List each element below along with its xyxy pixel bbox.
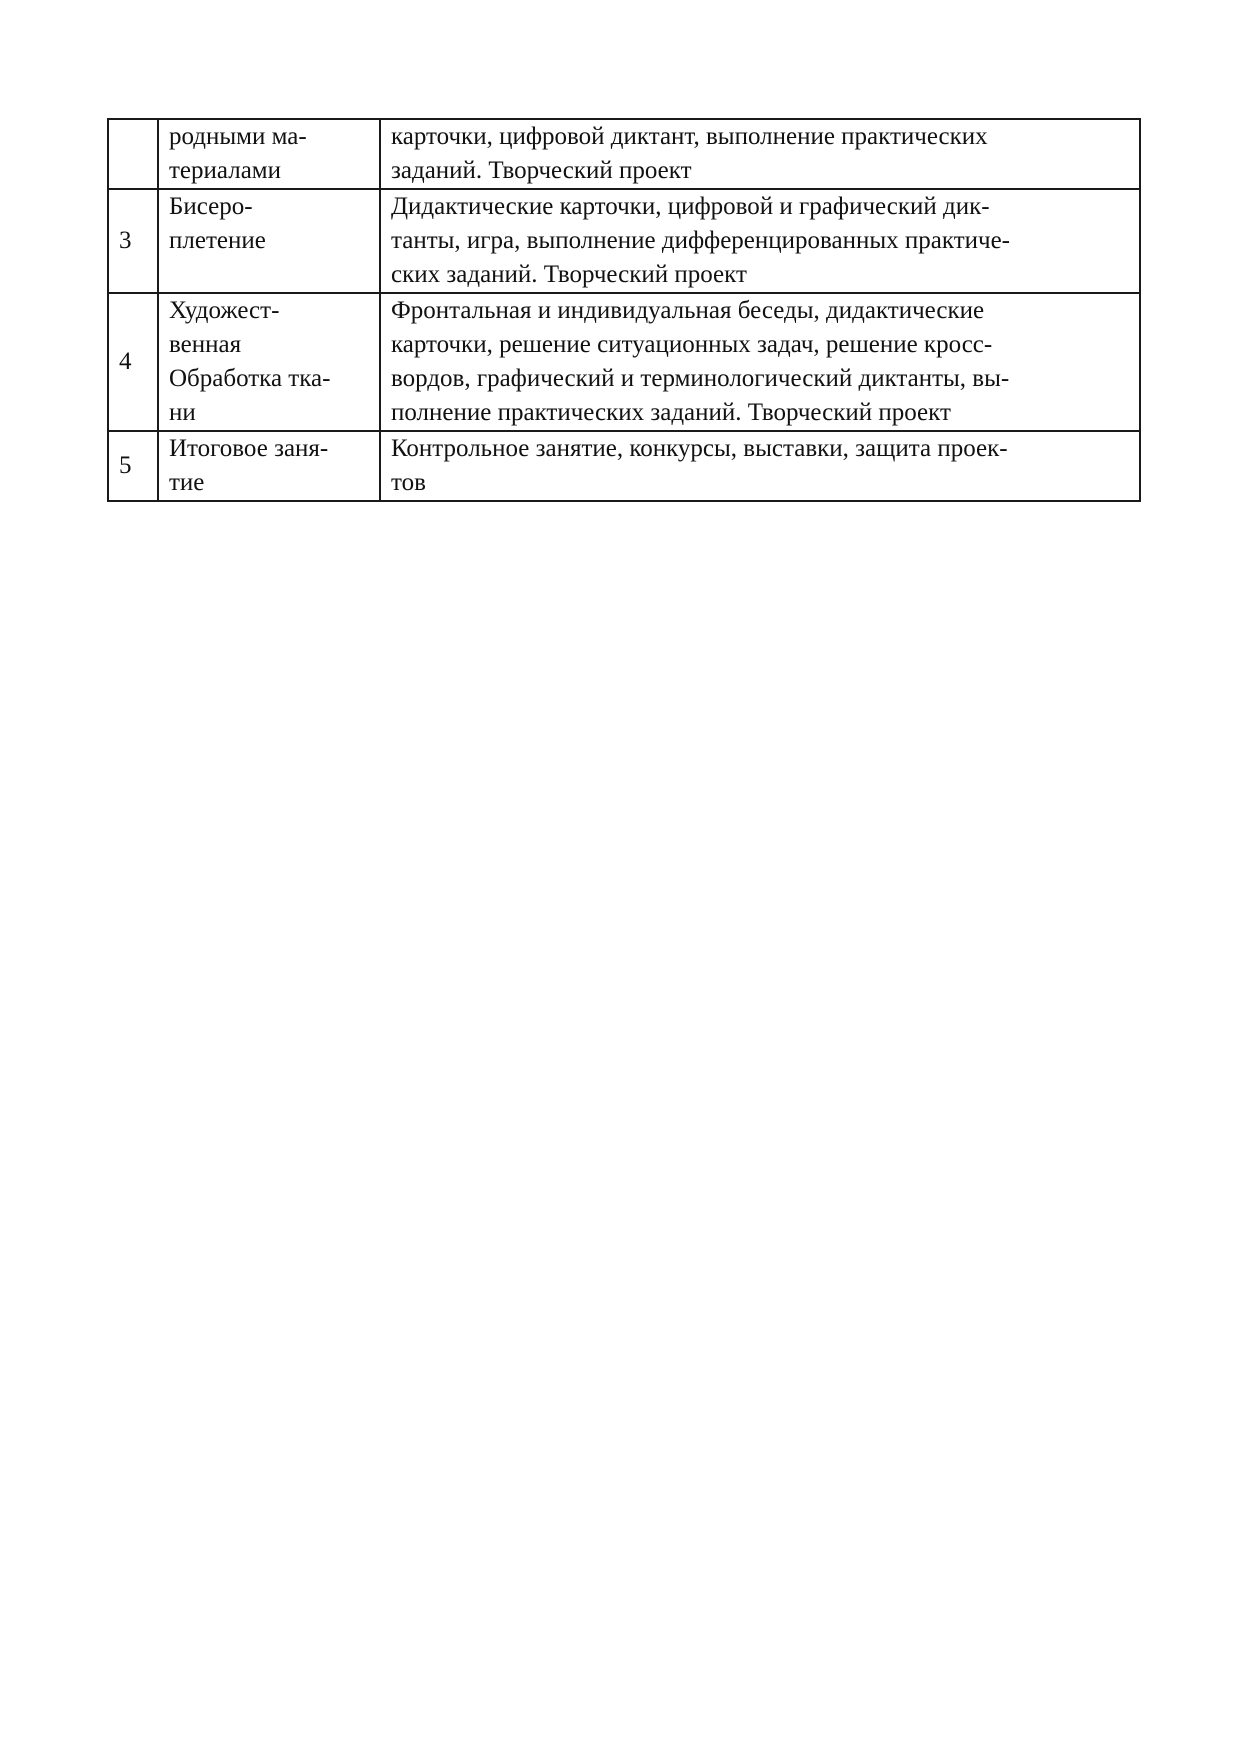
forms-line: карточки, цифровой диктант, выполнение практических (391, 123, 988, 150)
topic-line: Бисеро- (169, 193, 253, 220)
forms-cell (380, 431, 1140, 501)
topic-line: родными ма- (169, 123, 307, 150)
forms-line: танты, игра, выполнение дифференцированных практиче- (391, 227, 1011, 254)
forms-of-control-table (107, 118, 1141, 502)
row-number-cell (108, 189, 158, 293)
row-number: 5 (119, 452, 132, 479)
topic-cell (158, 431, 380, 501)
forms-line: Контрольное занятие, конкурсы, выставки, защита проек- (391, 435, 1008, 462)
forms-line: тов (391, 469, 426, 496)
row-number: 3 (119, 227, 132, 254)
forms-line: заданий. Творческий проект (391, 157, 692, 184)
topic-cell (158, 119, 380, 189)
forms-line: полнение практических заданий. Творческий проект (391, 399, 951, 426)
topic-line: ни (169, 399, 196, 426)
forms-line: карточки, решение ситуационных задач, решение кросс- (391, 331, 993, 358)
topic-line: Обработка тка- (169, 365, 331, 392)
topic-line: териалами (169, 157, 281, 184)
row-number-cell (108, 293, 158, 431)
row-number: 4 (119, 348, 132, 375)
table-row (108, 189, 1140, 293)
topic-line: тие (169, 469, 205, 496)
table-row (108, 293, 1140, 431)
forms-line: вордов, графический и терминологический диктанты, вы- (391, 365, 1010, 392)
forms-line: Фронтальная и индивидуальная беседы, дидактические (391, 297, 985, 324)
topic-line: Итоговое заня- (169, 435, 329, 462)
forms-cell (380, 293, 1140, 431)
row-number-cell (108, 119, 158, 189)
topic-line: венная (169, 331, 242, 358)
forms-line: ских заданий. Творческий проект (391, 261, 747, 288)
topic-cell (158, 189, 380, 293)
topic-cell (158, 293, 380, 431)
table-row (108, 119, 1140, 189)
topic-line: Художест- (169, 297, 280, 324)
topic-line: плетение (169, 227, 266, 254)
row-number-cell (108, 431, 158, 501)
table-row (108, 431, 1140, 501)
forms-line: Дидактические карточки, цифровой и графический дик- (391, 193, 990, 220)
forms-cell (380, 119, 1140, 189)
forms-cell (380, 189, 1140, 293)
